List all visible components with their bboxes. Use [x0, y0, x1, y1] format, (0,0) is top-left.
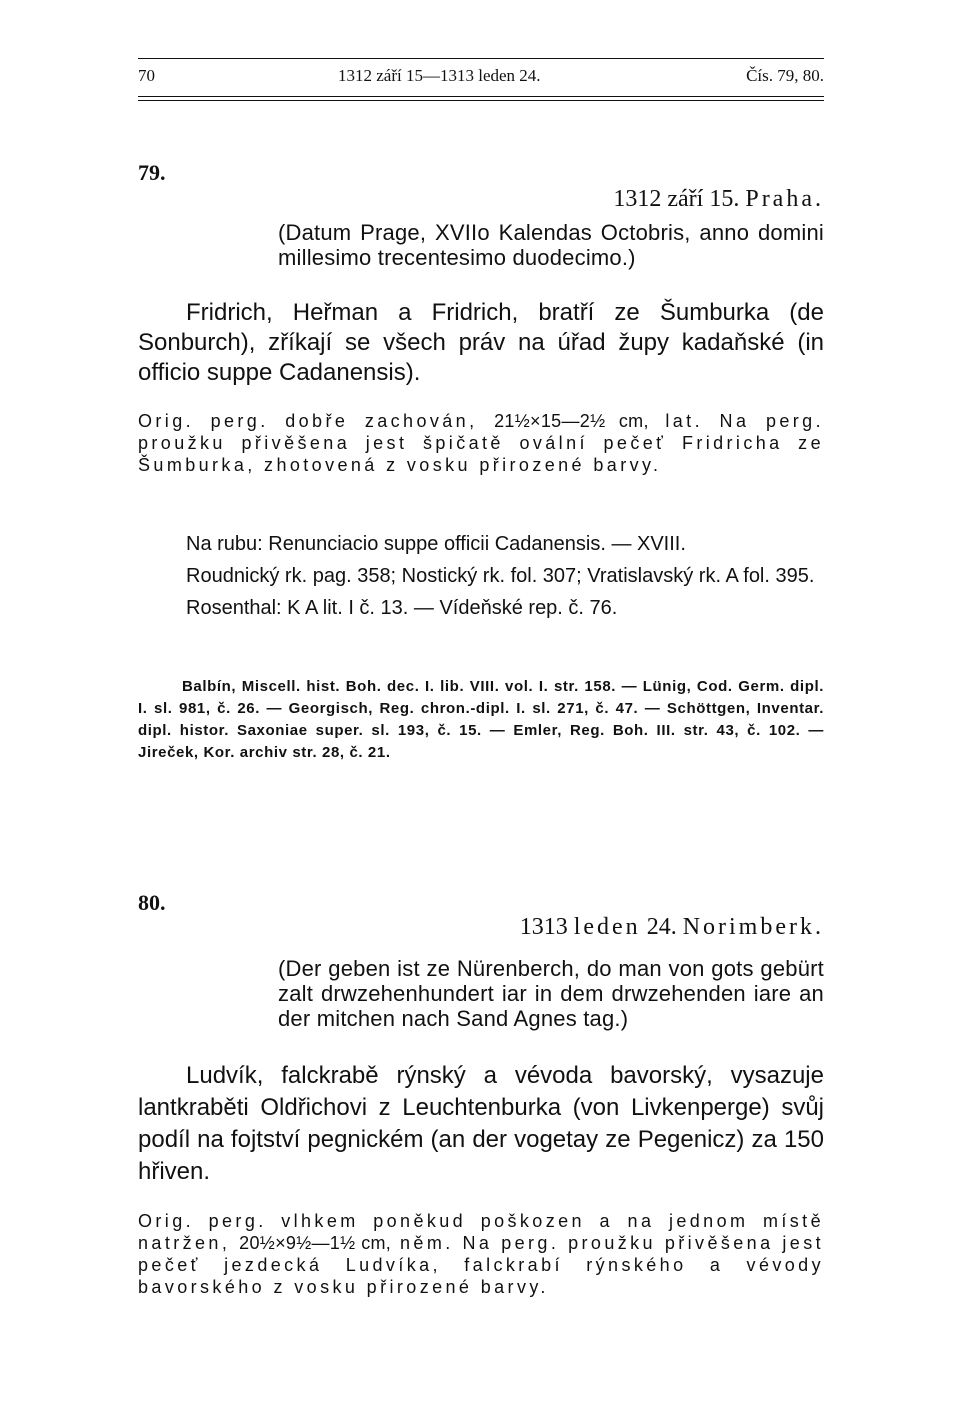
doc-80-place: Norimberk. — [682, 914, 824, 940]
doc-80-summary — [138, 1060, 824, 1188]
doc-80-summary-text: Ludvík, falckrabě rýnský a vévoda bavorský, vysazuje lantkraběti Oldřichovi z Leuchtenburka (von Livkenperge) svůj podíl na fojtství pegnickém (an der vogetay ze Pegenicz) za 150 hřiven. — [138, 1062, 824, 1185]
header-bottom-rule — [138, 96, 824, 97]
doc-80-orig-part2: něm. Na perg. proužku přivěšena jest pečeť jezdecká Ludvíka, falckrabí rýnského a vévody bavorského z vosku přirozené barvy. — [138, 1233, 824, 1297]
doc-79-summary — [138, 298, 824, 388]
doc-80-original-description — [138, 1210, 824, 1298]
doc-79-orig-part2: lat. Na perg. proužku přivěšena jest špičatě ovální pečeť Fridricha ze Šumburka, zhotovená z vosku přirozené barvy. — [138, 411, 824, 475]
header-doc-numbers: Čís. 79, 80. — [746, 66, 824, 85]
doc-79-literature: Balbín, Miscell. hist. Boh. dec. I. lib. VIII. vol. I. str. 158. — Lünig, Cod. Germ. dipl. I. sl. 981, č. 26. — Georgisch, Reg. chron.-dipl. I. sl. 271, č. 47. — Schöttgen, Inventar. dipl. histor. Saxoniae super. sl. 193, č. 15. — Emler, Reg. Boh. III. str. 43, č. 102. — Jireček, Kor. archiv str. 28, č. 21. — [138, 678, 824, 761]
doc-79-summary-text: Fridrich, Heřman a Fridrich, bratří ze Šumburka (de Sonburch), zříkají se všech práv na úřad župy kadaňské (in officio suppe Cadanensis). — [138, 299, 824, 386]
header-top-rule — [138, 58, 824, 59]
doc-79-date: 1312 září 15. — [613, 186, 740, 212]
header-bottom-rule-2 — [138, 100, 824, 101]
doc-80-month: leden — [573, 914, 641, 940]
doc-80-day: 24. — [646, 914, 677, 940]
doc-80-number: 80. — [138, 890, 166, 915]
doc-79-place: Praha. — [745, 186, 824, 212]
doc-79-orig-part1: Orig. perg. dobře zachován, — [138, 411, 478, 431]
doc-80-orig-part1: Orig. perg. vlhkem poněkud poškozen a na jednom místě natržen, — [138, 1211, 824, 1253]
doc-79-archival-references — [138, 530, 824, 622]
doc-79-orig-size: 21½×15—2½ cm, — [494, 411, 649, 431]
header-date-range: 1312 září 15—1313 leden 24. — [338, 66, 541, 85]
doc-79-dateline — [613, 186, 824, 213]
doc-79-copies: Roudnický rk. pag. 358; Nostický rk. fol. 307; Vratislavský rk. A fol. 395. — [186, 565, 815, 587]
doc-79-dorsal-note: Na rubu: Renunciacio suppe officii Cadanensis. — XVIII. — [186, 533, 686, 555]
doc-79-original-description — [138, 410, 824, 476]
doc-80-dateline — [520, 914, 824, 941]
doc-80-orig-size: 20½×9½—1½ cm, — [239, 1233, 392, 1253]
doc-79-number: 79. — [138, 160, 166, 185]
running-header — [138, 66, 824, 90]
doc-80-dating-clause: (Der geben ist ze Nürenberch, do man von gots gebürt zalt drwzehenhundert iar in dem drwzehenden iare an der mitchen nach Sand Agnes tag.) — [278, 956, 824, 1031]
doc-79-dating-clause: (Datum Prage, XVIIo Kalendas Octobris, anno domini millesimo trecentesimo duodecimo.) — [278, 220, 824, 270]
page-number: 70 — [138, 66, 155, 85]
doc-79-rosenthal: Rosenthal: K A lit. I č. 13. — Vídeňské rep. č. 76. — [186, 597, 618, 619]
doc-80-year: 1313 — [519, 914, 568, 940]
